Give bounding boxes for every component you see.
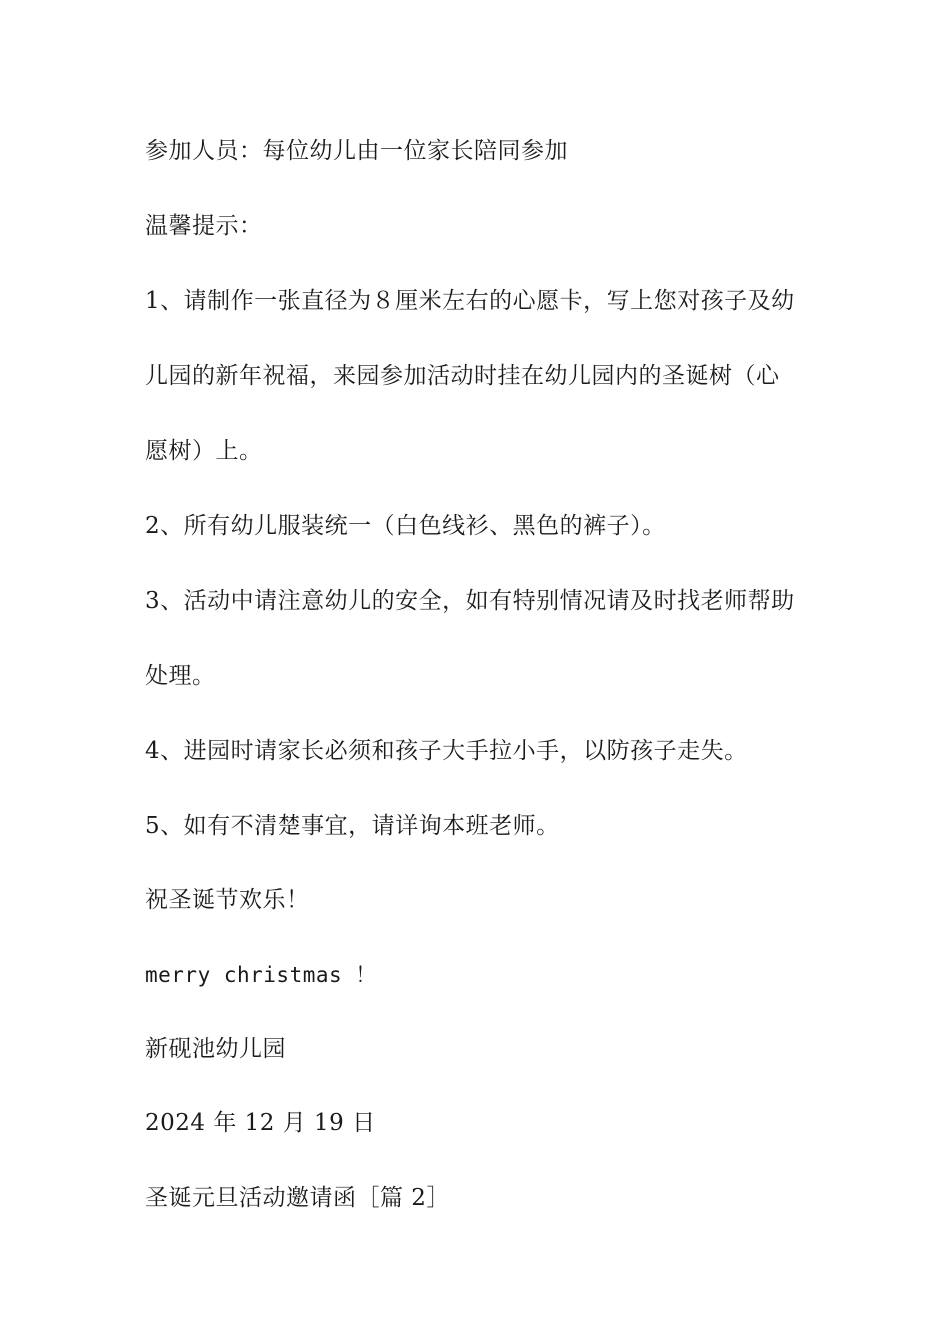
- greeting-line: 祝圣诞节欢乐！: [145, 887, 310, 913]
- tip-3-line-1: 3、活动中请注意幼儿的安全，如有特别情况请及时找老师帮助: [145, 588, 795, 614]
- tip-1-line-3: 愿树）上。: [145, 438, 263, 464]
- tip-1-line-2: 儿园的新年祝福，来园参加活动时挂在幼儿园内的圣诞树（心: [145, 363, 780, 389]
- tip-3-line-2: 处理。: [145, 663, 216, 689]
- english-greeting: merry christmas ！: [145, 963, 377, 987]
- tip-4: 4、进园时请家长必须和孩子大手拉小手，以防孩子走失。: [145, 738, 748, 764]
- next-section-title: 圣诞元旦活动邀请函［篇 2］: [145, 1185, 450, 1211]
- tips-heading: 温馨提示：: [145, 213, 263, 239]
- school-name: 新砚池幼儿园: [145, 1036, 286, 1062]
- tip-5: 5、如有不清楚事宜，请详询本班老师。: [145, 813, 560, 839]
- date-line: 2024 年 12 月 19 日: [145, 1110, 376, 1136]
- tip-1-line-1: 1、请制作一张直径为８厘米左右的心愿卡，写上您对孩子及幼: [145, 288, 795, 314]
- participants-line: 参加人员：每位幼儿由一位家长陪同参加: [145, 138, 568, 164]
- tip-2: 2、所有幼儿服装统一（白色线衫、黑色的裤子）。: [145, 513, 666, 539]
